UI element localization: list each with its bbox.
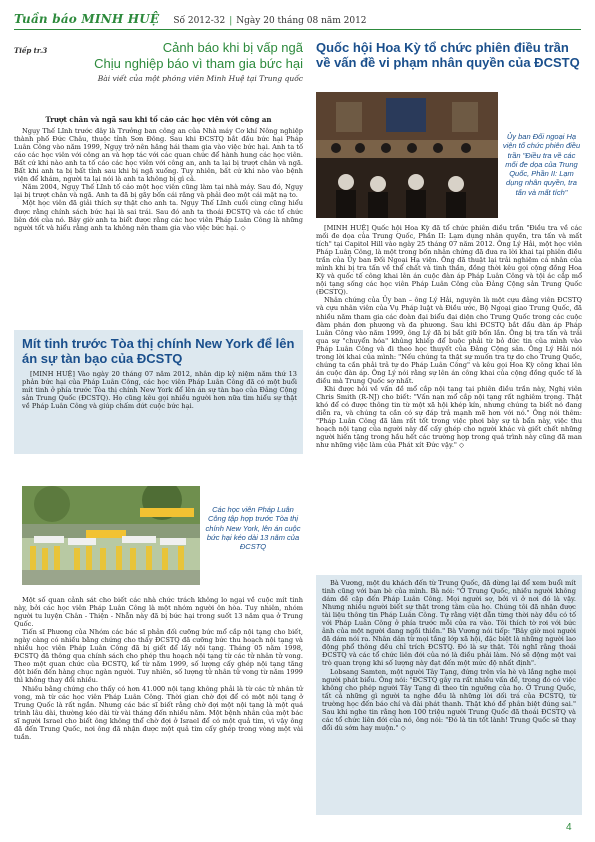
article2-paragraph: Nhiều bằng chứng cho thấy có hơn 41.000 nội tạng không phải là từ các tử nhân tử vong, mà từ các học viên Pháp Luân Công. Thời gian chờ đợi để có một nội tạng ở Trung Quốc là rất ngắn. Nhưng các bác sĩ biết rằng chờ đợi một nội tạng là một quá trình lâu dài, thường kéo dài từ vài tháng đến nhiều năm. Một bệnh nhân của một bác sĩ người Israel cho biết ông không thể chờ đợi ở Israel để có một quả tim, vì vậy ông đã đến Trung Quốc, nơi ông đã nhận được một quả tim cấy ghép trong vòng một vài tuần. — [14, 684, 303, 741]
article1-paragraph: Năm 2004, Ngụy Thế Lĩnh tố cáo một học viên cũng làm tại nhà máy. Sau đó, Ngụy lại bị trượt chân và ngã. Anh ta đã bị gãy bốn cái răng và phải đeo một cái mặt nạ to. — [14, 183, 303, 200]
article3-paragraph: Nhân chứng của Ủy ban – ông Lý Hải, nguyên là một cựu đảng viên ĐCSTQ và cựu nhân viên của Vụ Pháp luật và Điều ước, Bộ Ngoại giao Trung Quốc, đã nhiều năm tham gia các đoàn đại biểu đại diện cho Trung Quốc trong các cuộc đàm phán đơn phương và đa phương. Sau khi ĐCSTQ bắt đầu đàn áp Pháp Luân Công vào năm 1999, ông Lý đã bị bắt giữ bốn lần. Ông bị tra tấn và trải qua sự "chuyển hóa" khủng khiếp để buộc phải từ bỏ đức tin của mình vào Pháp Luân Công và đi theo học thuyết của Đảng Cộng sản. Ông Lý Hải nói trong lời khai của mình: "Nếu chúng ta thật sự muốn tra tự do cho Trung Quốc, chúng ta cần phải trả tự do Pháp Luân Công" và kêu gọi Hoa Kỳ công khai lên án cuộc đàn áp. Ông Lý nói rằng sự lên án công khai của cộng đồng quốc tế là điều mà Trung Quốc sợ nhất. — [316, 296, 582, 385]
continuation-paragraph: Bà Vương, một du khách đến từ Trung Quốc, đã dừng lại để xem buổi mít tinh cũng với bạn bè của mình. Bà nói: "Ở Trung Quốc, nhiều người không dám đề cập đến Pháp Luân Công. Mọi người sợ, bởi vì ở nơi đó là vậy. Nhưng nhiều người biết sự thật trong tâm của họ. Chúng tôi đã nhận được tài liệu thông tin Pháp Luân Công. Tự rằng việt dẫn từng thời này đều có tố với Pháp Luân Công ở phía trước mỗi cửa ra vào. Tôi thích tờ rơi với bức ảnh của một người đang ngồi thiền." Bà Vương nói tiếp: "Bây giờ mọi người đã dám nói ra. Nhân dân từ mọi tầng lớp xã hội, đặc biệt là những người lao động phổ thông đều chỉ trích ĐCSTQ. Đó là sự thật. Tôi nghĩ rằng thoái ĐCSTQ và các tổ chức liên đới của nó là điều phải làm. Nó sẽ động một vai trò quan trọng khi số lượng này đạt đến một mức độ nhất định". — [322, 579, 576, 668]
article2-paragraph: Một số quan cảnh sát cho biết các nhà chức trách không lo ngại về cuộc mít tinh này, bởi các học viên Pháp Luân Công là một nhóm người ôn hòa. Tuy nhiên, nhóm người tu luyện Chân - Thiện - Nhẫn này đã bị bức hại trong suốt 13 năm qua ở Trung Quốc. — [14, 596, 303, 629]
article1-byline: Bài viết của một phóng viên Minh Huệ tại Trung quốc — [97, 74, 303, 83]
article1-title-line1: Cảnh báo khi bị vấp ngã — [162, 40, 303, 55]
masthead: Tuần báo MINH HUỆ — [14, 12, 160, 26]
issue-number: Số 2012-32 — [173, 16, 226, 26]
article2-intro — [22, 370, 297, 410]
article1-heading — [60, 40, 303, 83]
article2-body — [14, 596, 303, 741]
continuation-paragraph: Lobsang Samten, một người Tây Tạng, đứng trên vỉa hè và lắng nghe mọi người phát biểu. Ông nói: "ĐCSTQ gây ra rất nhiều vấn đề, trong đó có việc không cho phép người Tây Tạng đi theo tín ngưỡng của họ. Ở Trung Quốc, tất cả những gì người ta nghe đều là những lời dối trá của ĐCSTQ, từ trường học đến báo chí và đài phát thanh. Thật khó để phân biệt đúng sai." Sau khi nghe tin rằng hơn 100 triệu người Trung Quốc đã thoái ĐCSTQ và các tổ chức liên đới của nó, ông nói: "Đó là tin tốt lành! Trung Quốc sẽ thay đổi dù sớm hay muộn." ◇ — [322, 667, 576, 732]
hearing-photo-caption: Ủy ban Đối ngoại Hạ viện tổ chức phiên điều trần "Điều tra về các mối đe dọa của Trung Quốc, Phần II: Lạm dụng nhân quyền, tra tấn và mất tích" — [502, 132, 581, 197]
page-header — [14, 8, 581, 30]
article1-paragraph: Một học viên đã giải thích sự thật cho anh ta. Ngụy Thế Lĩnh cuối cùng cũng hiểu được rằng chính sách bức hại là sai trái. Sau đó anh ta thoái ĐCSTQ và các tổ chức liên đới của nó. Bây giờ anh ta biết được rằng các học viên Pháp Luân Công là những người tốt và hiểu rằng anh ta không nên tham gia vào việc bức hại. ◇ — [14, 199, 303, 232]
article3-body — [316, 224, 582, 449]
hearing-photo — [316, 92, 498, 218]
issue-info: Số 2012-32 | Ngày 20 tháng 08 năm 2012 — [173, 16, 367, 26]
article1-paragraph: Ngụy Thế Lĩnh trước đây là Trưởng ban công an của Nhà máy Cơ khí Nông nghiệp thành phố Đức Châu, thuộc tỉnh Sơn Đông. Sau khi ĐCSTQ bắt đầu bức hại Pháp Luân Công vào năm 1999, Ngụy trở nên hăng hái tham gia vào việc bức hại. Anh ta tố cáo các học viên với công an và hợp tác với các quan chức để hành hung các học viên. Bất cứ khi nào anh ta tố cáo các học viên với công an, anh ta lại bị trượt chân và ngã. Bất khi anh ta bị bất tỉnh sau khi bị ngã xuống. Tuy nhiên, bất cứ khi nào vào bệnh viện để khám, người ta lại nói là anh ta không bị gì cả. — [14, 127, 303, 184]
article2-intro-text: [MINH HUỆ] Vào ngày 20 tháng 07 năm 2012, nhân dịp kỷ niệm năm thứ 13 phản bức hại của Pháp Luân Công, các học viên Pháp Luân Công đã có một buổi mít tinh ở phía trước Tòa thị chính New York để lên án sự tàn bạo của Đảng Cộng sản Trung Quốc (ĐCSTQ). Họ cũng kêu gọi nhiều người hơn nữa tìm hiểu sự thật về Pháp Luân Công và giúp chấm dứt cuộc bức hại. — [22, 370, 297, 411]
continuation-text — [322, 579, 576, 732]
article2-title: Mít tinh trước Tòa thị chính New York để lên án sự tàn bạo của ĐCSTQ — [22, 336, 295, 366]
page-number: 4 — [566, 822, 572, 833]
article2-paragraph: Tiến sĩ Phương của Nhóm các bác sĩ phản đối cưỡng bức mổ cắp nội tạng cho biết, ngày càng có nhiều bằng chứng cho thấy ĐCSTQ đã cưỡng bức thu hoạch nội tạng và nhiều học viên Pháp Luân Công đã bị giết để lấy nội tạng. Tháng 05 năm 1998, ĐCSTQ đã thông qua chính sách cho phép thu hoạch nội tạng từ các tử nhân tử vong. Theo một quan chức của ĐCSTQ, kể từ năm 1999, số lượng cấy ghép nội tạng tăng đột biến đến hàng chục ngàn người. Tuy nhiên, số lượng tử nhân tử vong từ năm 1999 thì không thay đổi nhiều. — [14, 628, 303, 685]
rally-photo — [22, 486, 200, 585]
article3-title: Quốc hội Hoa Kỳ tổ chức phiên điều trần về vấn đề vi phạm nhân quyền của ĐCSTQ — [316, 40, 580, 70]
article1-body — [14, 116, 303, 232]
article3-paragraph: [MINH HUỆ] Quốc hội Hoa Kỳ đã tổ chức phiên điều trần "Điều tra về các mối đe dọa của Trung Quốc, Phần II: Lạm dụng nhân quyền, tra tấn và mất tích" tại Capitol Hill vào ngày 25 tháng 07 năm 2012. Ông Lý Hải, một học viên Pháp Luân Công, là một trong bốn nhân chứng đã đưa ra lời khai tại phiên điều trần của Ủy ban Đối Ngoại Hạ viện. Ông đã thuật lại trải nghiệm cá nhân của mình khi bị tra tấn về thể chất và tinh thần, đồng thời kêu gọi cộng đồng Hoa Kỳ và quốc tế công khai lên án cuộc đàn áp Pháp Luân Công và tội ác cắp mổ nội tạng sống các học viên Pháp Luân Công của Đảng Cộng sản Trung Quốc (ĐCSTQ). — [316, 224, 582, 297]
rally-photo-caption: Các học viên Pháp Luân Công tập hợp trước Tòa thị chính New York, lên án cuộc bức hại kéo dài 13 năm của ĐCSTQ — [205, 505, 301, 552]
issue-date: Ngày 20 tháng 08 năm 2012 — [236, 16, 367, 26]
article1-title-line2: Chịu nghiệp báo vì tham gia bức hại — [94, 56, 303, 71]
series-continuation: Tiếp tr.3 — [14, 46, 48, 55]
article1-lead: Trượt chân và ngã sau khi tố cáo các học viên với công an — [45, 115, 272, 124]
article3-paragraph: Khi được hỏi về vấn đề mổ cắp nội tạng tại phiên điều trần này, Nghị viên Chris Smith (R-NJ) cho biết: "Vấn nạn mổ cắp nội tạng rất nghiêm trọng. Thật khó để có được thông tin từ một xã hội khép kín, nhưng chúng ta biết nó đang diễn ra, và chúng ta cần có sự đáp trả mạnh mẽ hơn với nó." Ông nói thêm: "Pháp Luân Công đã làm rất tốt trong việc phơi bày sự tà bẩn này, việc thu hoạch nội tạng của người này để cấy ghép cho người khác và giết chết những người hiến tặng trong hầu hết các trường hợp trong quá trình này cũng đã man như những việc làm của Phát xít Đức vậy." ◇ — [316, 384, 582, 450]
